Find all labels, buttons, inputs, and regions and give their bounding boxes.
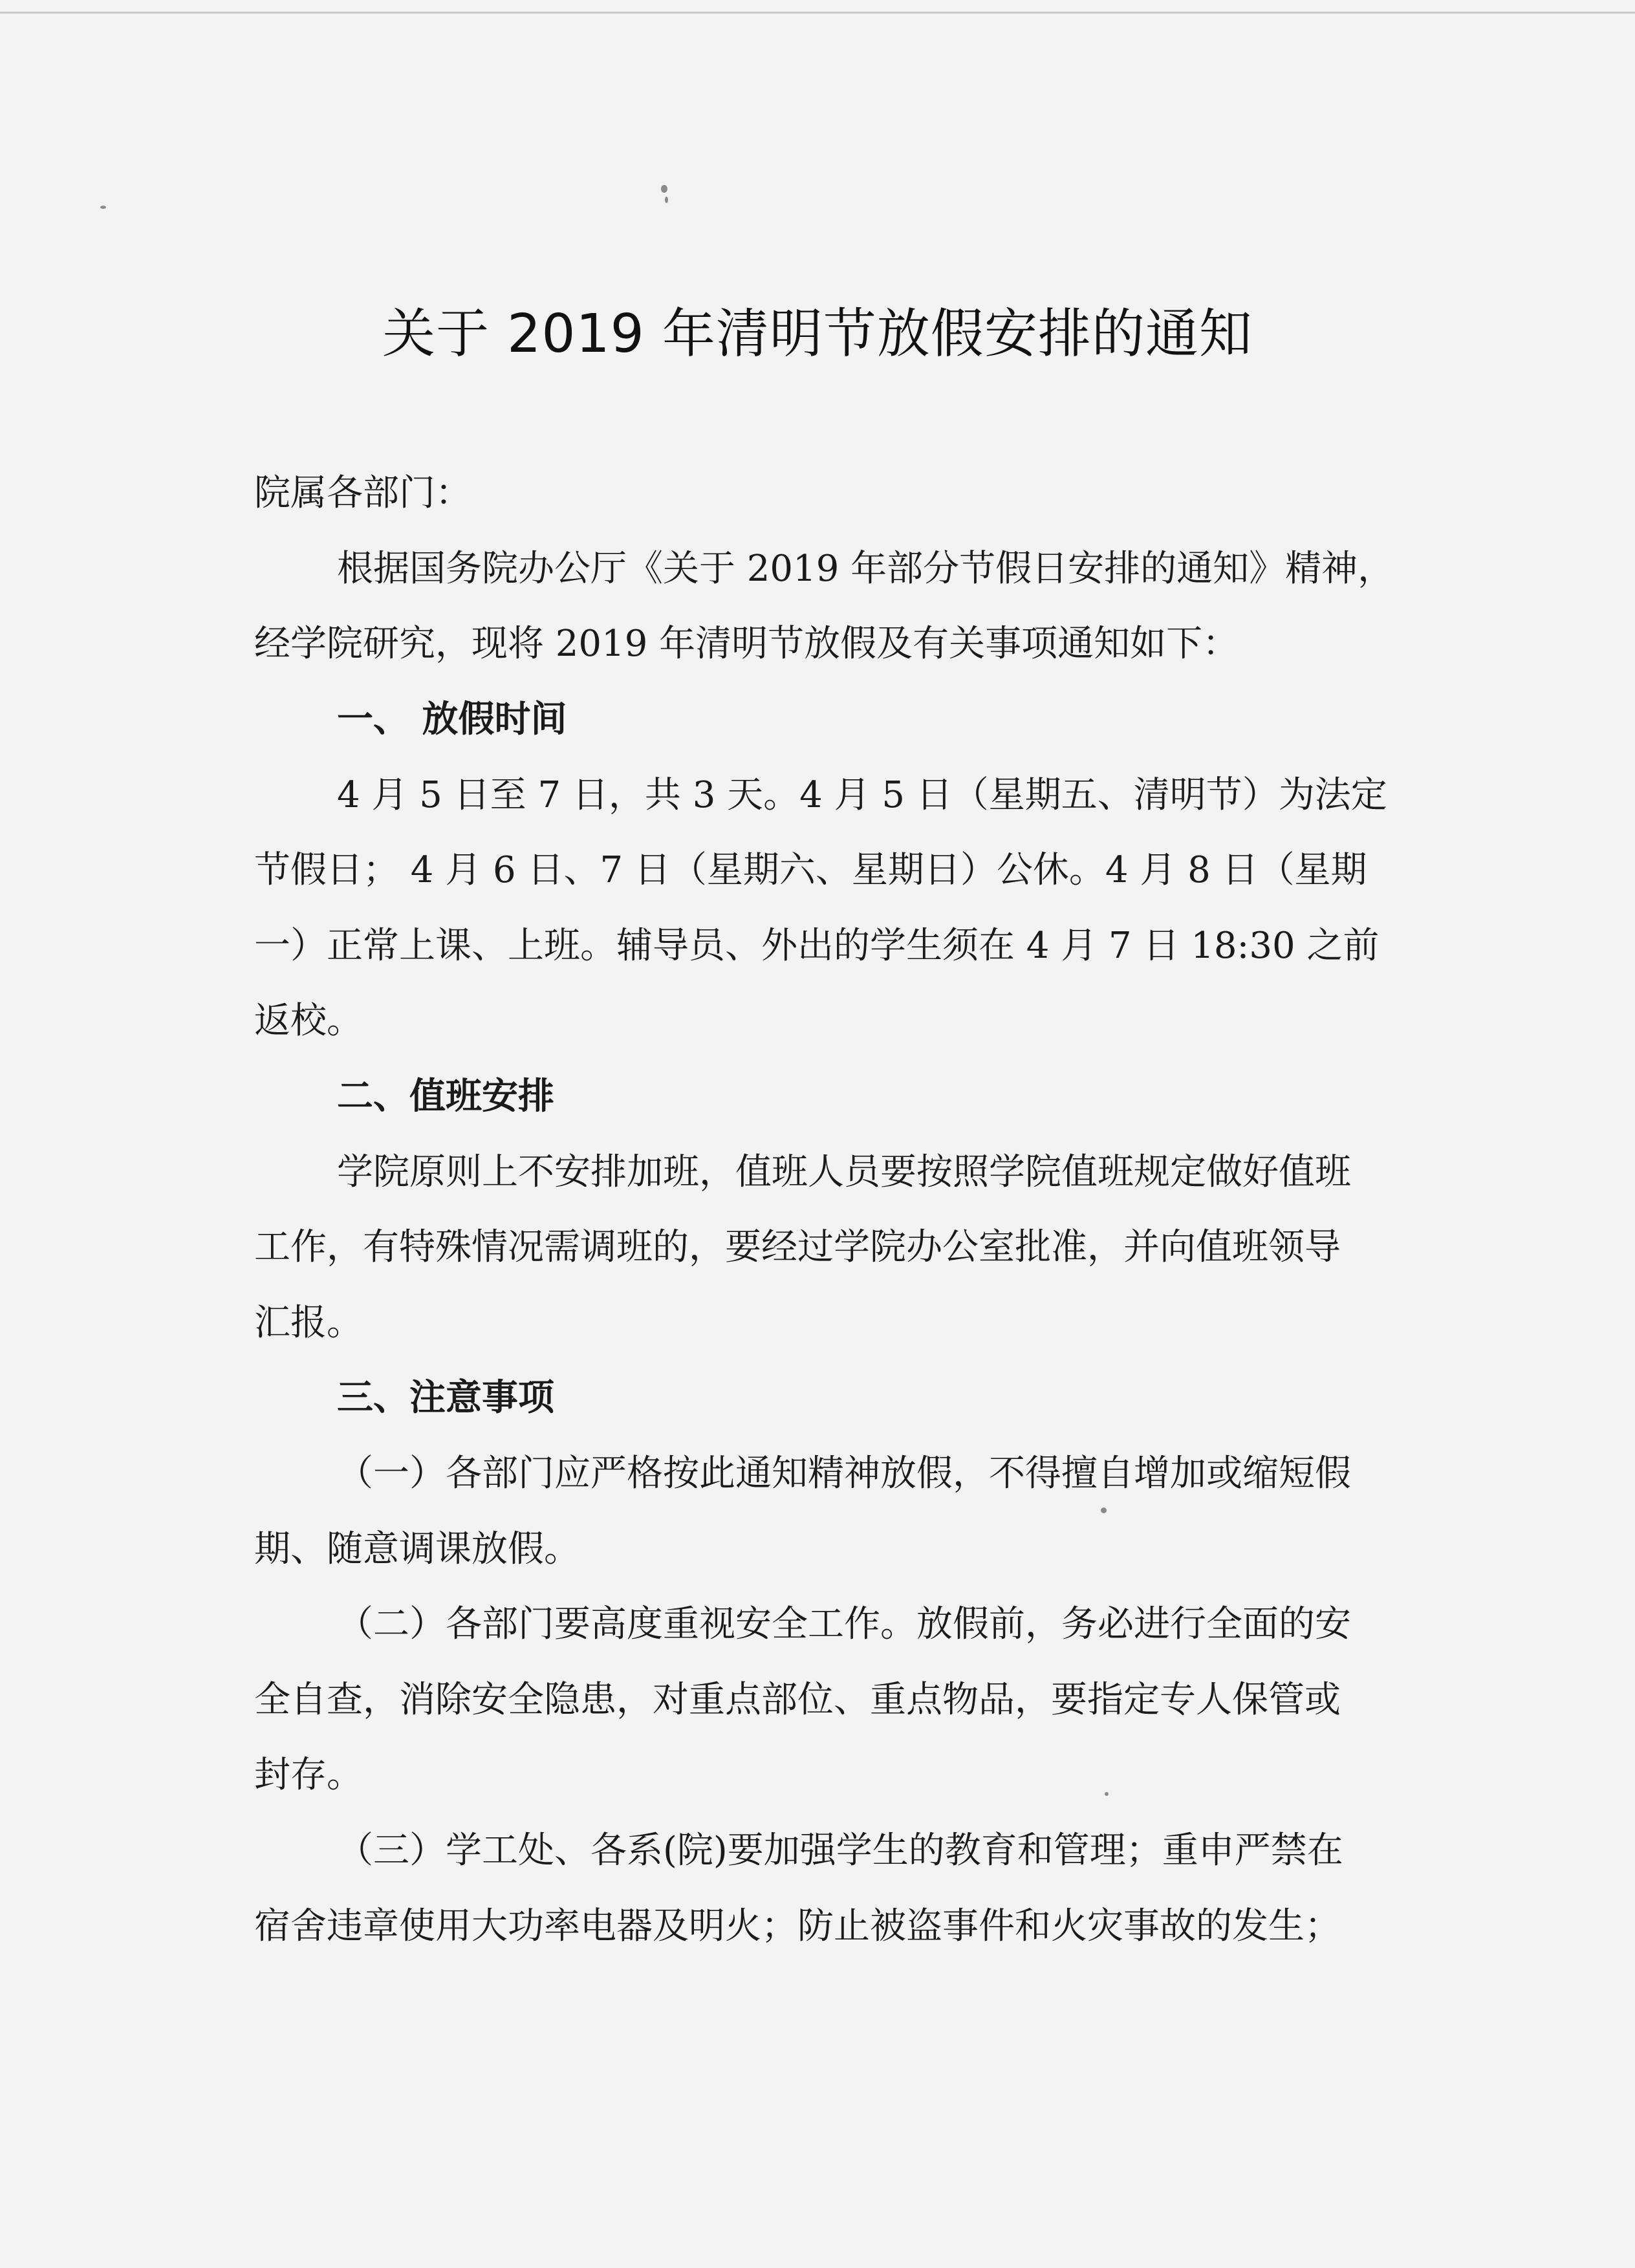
- notes-item-line: 全自查，消除安全隐患，对重点部位、重点物品，要指定专人保管或: [254, 1679, 1341, 1721]
- section-line: 4 月 5 日至 7 日，共 3 天。4 月 5 日（星期五、清明节）为法定: [337, 774, 1387, 816]
- notes-item-line: （一）各部门应严格按此通知精神放假，不得擅自增加或缩短假: [337, 1453, 1351, 1495]
- salutation: 院属各部门：: [254, 472, 471, 514]
- notes-item-line: 封存。: [254, 1754, 363, 1796]
- scan-speck: [665, 197, 668, 203]
- scan-top-edge: [0, 12, 1635, 14]
- section-line: 工作，有特殊情况需调班的，要经过学院办公室批准，并向值班领导: [254, 1226, 1341, 1268]
- scan-speck: [1105, 1792, 1109, 1796]
- section-line: 返校。: [254, 1000, 363, 1042]
- section-line: 一）正常上课、上班。辅导员、外出的学生须在 4 月 7 日 18:30 之前: [254, 925, 1380, 967]
- scan-speck: [661, 185, 667, 193]
- section-line: 节假日； 4 月 6 日、7 日（星期六、星期日）公休。4 月 8 日（星期: [254, 849, 1367, 891]
- section-heading-duty: 二、值班安排: [337, 1075, 554, 1118]
- notes-item-line: （二）各部门要高度重视安全工作。放假前，务必进行全面的安: [337, 1603, 1351, 1645]
- section-line: 学院原则上不安排加班，值班人员要按照学院值班规定做好值班: [337, 1151, 1351, 1193]
- intro-line: 根据国务院办公厅《关于 2019 年部分节假日安排的通知》精神，: [337, 548, 1394, 590]
- notes-item-line: 期、随意调课放假。: [254, 1528, 580, 1570]
- notes-item-line: （三）学工处、各系(院)要加强学生的教育和管理；重申严禁在: [337, 1830, 1343, 1872]
- intro-line: 经学院研究，现将 2019 年清明节放假及有关事项通知如下：: [254, 623, 1239, 665]
- section-heading-notes: 三、注意事项: [337, 1377, 554, 1419]
- section-line: 汇报。: [254, 1302, 363, 1344]
- section-heading-vacation-time: 一、 放假时间: [337, 698, 567, 740]
- scan-speck: [100, 206, 106, 209]
- document-title: 关于 2019 年清明节放假安排的通知: [382, 303, 1253, 365]
- notes-item-line: 宿舍违章使用大功率电器及明火；防止被盗事件和火灾事故的发生；: [254, 1905, 1341, 1947]
